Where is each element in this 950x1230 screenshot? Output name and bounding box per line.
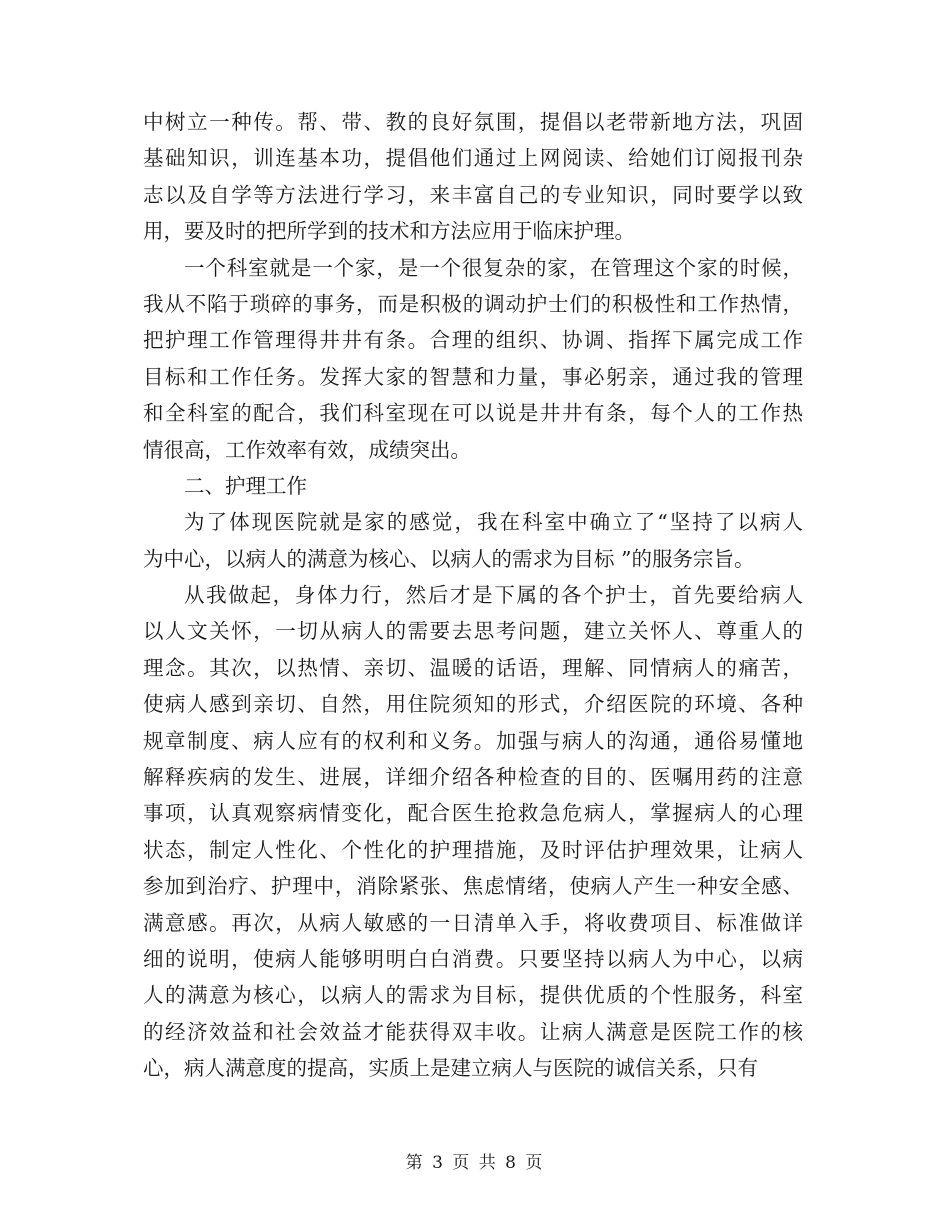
paragraph	[143, 504, 803, 577]
text-line: 以人文关怀，一切从病人的需要去思考问题，建立关怀人、尊重人的	[143, 619, 803, 644]
page-number-footer: 第 3 页 共 8 页	[405, 1153, 545, 1173]
text-line: 解释疾病的发生、进展，详细介绍各种检查的目的、医嘱用药的注意	[143, 765, 803, 790]
text-line: 情很高，工作效率有效，成绩突出。	[143, 437, 471, 462]
text-line: 使病人感到亲切、自然，用住院须知的形式，介绍医院的环境、各种	[143, 692, 803, 717]
document-body	[143, 104, 803, 1087]
text-line: 人的满意为核心，以病人的需求为目标，提供优质的个性服务，科室	[143, 983, 803, 1008]
text-line: 用，要及时的把所学到的技术和方法应用于临床护理。	[143, 219, 635, 244]
text-line: 二、护理工作	[184, 473, 307, 498]
text-line: 参加到治疗、护理中，消除紧张、焦虑情绪，使病人产生一种安全感、	[143, 874, 803, 899]
text-line: 为中心，以病人的满意为核心、以病人的需求为目标 ”的服务宗旨。	[143, 546, 755, 571]
text-line: 和全科室的配合，我们科室现在可以说是井井有条，每个人的工作热	[143, 401, 803, 426]
text-line: 理念。其次，以热情、亲切、温暖的话语，理解、同情病人的痛苦，	[143, 655, 803, 680]
text-line: 我从不陷于琐碎的事务，而是积极的调动护士们的积极性和工作热情，	[143, 291, 803, 316]
text-line: 目标和工作任务。发挥大家的智慧和力量，事必躬亲，通过我的管理	[143, 364, 803, 389]
paragraph	[143, 577, 803, 1086]
paragraph	[143, 250, 803, 468]
text-line: 细的说明，使病人能够明明白白消费。只要坚持以病人为中心，以病	[143, 946, 803, 971]
text-line: 志以及自学等方法进行学习，来丰富自己的专业知识，同时要学以致	[143, 182, 803, 207]
text-line: 满意感。再次，从病人敏感的一日清单入手，将收费项目、标准做详	[143, 910, 803, 935]
text-line: 事项，认真观察病情变化，配合医生抢救急危病人，掌握病人的心理	[143, 801, 803, 826]
text-line: 状态，制定人性化、个性化的护理措施，及时评估护理效果，让病人	[143, 837, 803, 862]
text-line: 基础知识，训连基本功，提倡他们通过上网阅读、给她们订阅报刊杂	[143, 146, 803, 171]
text-line: 的经济效益和社会效益才能获得双丰收。让病人满意是医院工作的核	[143, 1019, 803, 1044]
text-line: 规章制度、病人应有的权利和义务。加强与病人的沟通，通俗易懂地	[143, 728, 803, 753]
text-line: 从我做起，身体力行，然后才是下属的各个护士，首先要给病人	[184, 583, 803, 608]
text-line: 一个科室就是一个家，是一个很复杂的家，在管理这个家的时候，	[184, 255, 803, 280]
paragraph	[143, 468, 803, 504]
text-line: 中树立一种传。帮、带、教的良好氛围，提倡以老带新地方法，巩固	[143, 110, 803, 134]
text-line: 把护理工作管理得井井有条。合理的组织、协调、指挥下属完成工作	[143, 328, 803, 353]
paragraph	[143, 104, 803, 250]
text-line: 为了体现医院就是家的感觉，我在科室中确立了“坚持了以病人	[184, 510, 803, 535]
text-line: 心，病人满意度的提高，实质上是建立病人与医院的诚信关系，只有	[143, 1056, 758, 1081]
